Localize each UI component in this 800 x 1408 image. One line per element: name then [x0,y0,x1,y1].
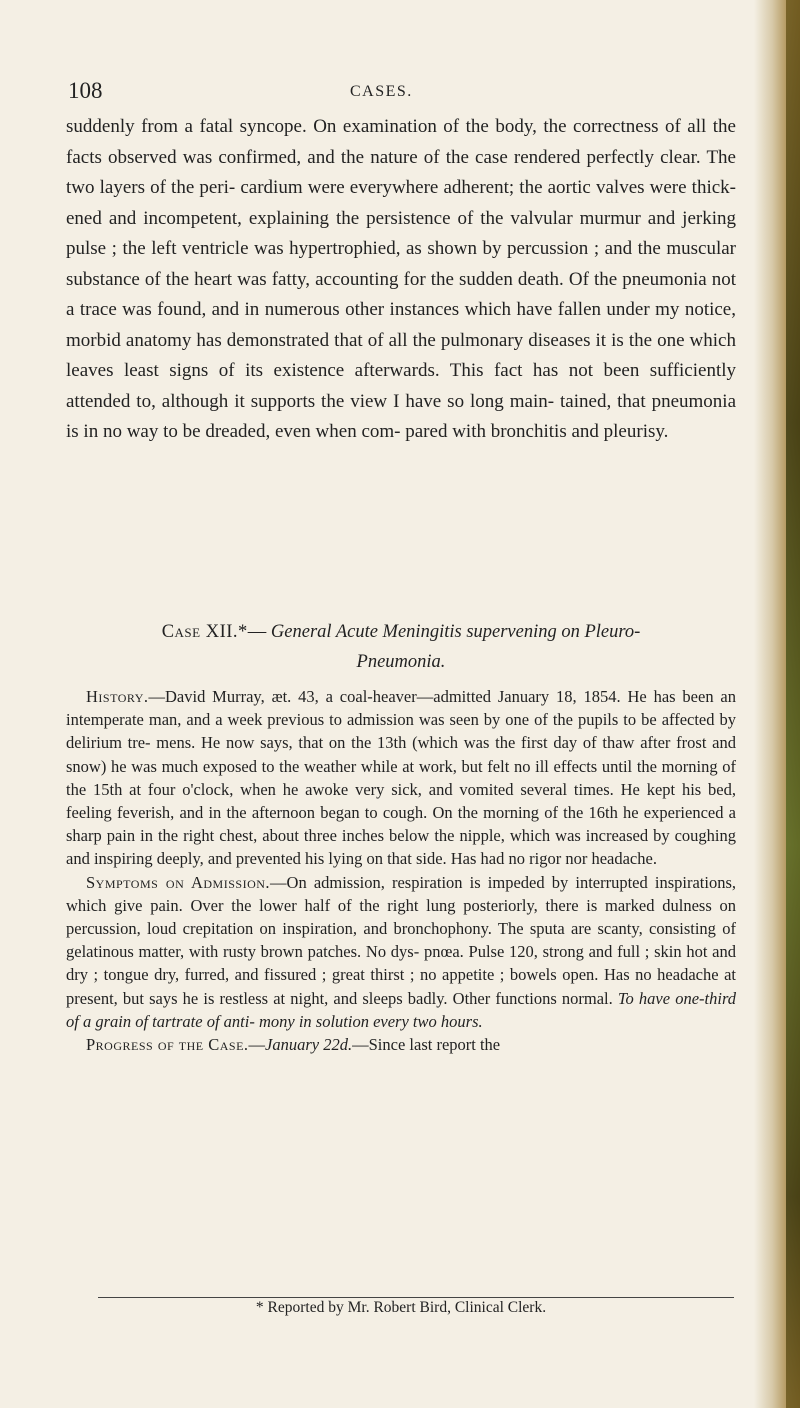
symptoms-paragraph [66,871,736,1033]
footnote-divider [98,1297,734,1298]
case-heading [66,617,736,677]
page-header [68,78,740,108]
progress-date: January 22d. [265,1035,353,1055]
history-heading: History. [86,687,149,706]
running-head: CASES. [350,83,413,100]
progress-text: —Since last report the [352,1035,501,1055]
case-dash: — [247,622,267,642]
symptoms-heading: Symptoms on Admission. [86,872,271,892]
progress-heading: Progress of the Case. [86,1035,249,1055]
case-body [66,685,736,1056]
prescription: To have one-third of a grain of tartrate of anti- mony in solution every two hours. [66,988,737,1031]
case-title-line1: General Acute Meningitis supervening on Pleuro- [270,622,641,642]
history-text: —David Murray, æt. 43, a coal-heaver—admitted January 18, 1854. He has been an intemperate man, and a week previous to admission was seen by one of the pupils to be affected by delirium tre- mens. He now says, that on the 13th (which was the first day of thaw after frost and snow) he was much exposed to the weather while at work, but felt no ill effects until the morning of the 15th at four o'clock, when he awoke very sick, and vomited several times. He kept his bed, feeling feverish, and in the afternoon began to cough. On the morning of the 16th he experienced a sharp pain in the right chest, about three inches below the nipple, which was increased by coughing and inspiring deeply, and prevented his lying on that side. Has had no rigor nor headache. [66,687,736,869]
case-label: Case XII.* [161,622,248,642]
page-edge-binding [754,0,800,1408]
history-paragraph [66,685,736,871]
footnote: * Reported by Mr. Robert Bird, Clinical Clerk. [255,1299,547,1316]
progress-dash: — [248,1035,266,1055]
paragraph-continued: suddenly from a fatal syncope. On examination of the body, the correctness of all the facts observed was confirmed, and the nature of the case rendered perfectly clear. The two layers of the peri- cardium were everywhere adherent; the aortic valves were thick- ened and incompetent, explaining the persistence of the valvular murmur and jerking pulse ; the left ventricle was hypertrophied, as shown by percussion ; and the muscular substance of the heart was fatty, accounting for the sudden death. Of the pneumonia not a trace was found, and in numerous other instances which have fallen under my notice, morbid anatomy has demonstrated that of all the pulmonary diseases it is the one which leaves least signs of its existence afterwards. This fact has not been sufficiently attended to, although it supports the view I have so long main- tained, that pneumonia is in no way to be dreaded, even when com- pared with bronchitis and pleurisy. [66,116,736,442]
page-number: 108 [68,78,103,103]
symptoms-text: —On admission, respiration is impeded by interrupted inspirations, which give pain. Over the lower half of the right lung posteriorly, there is marked dulness on percussion, loud crepitation on inspiration, and bronchophony. The sputa are scanty, consisting of gelatinous matter, with rusty brown patches. No dys- pnœa. Pulse 120, strong and full ; skin hot and dry ; tongue dry, furred, and fissured ; great thirst ; no appetite ; bowels open. Has no headache at present, but says he is restless at night, and sleeps badly. Other functions normal. [66,872,736,1008]
progress-paragraph [66,1033,736,1056]
case-title-line2: Pneumonia. [356,652,446,672]
